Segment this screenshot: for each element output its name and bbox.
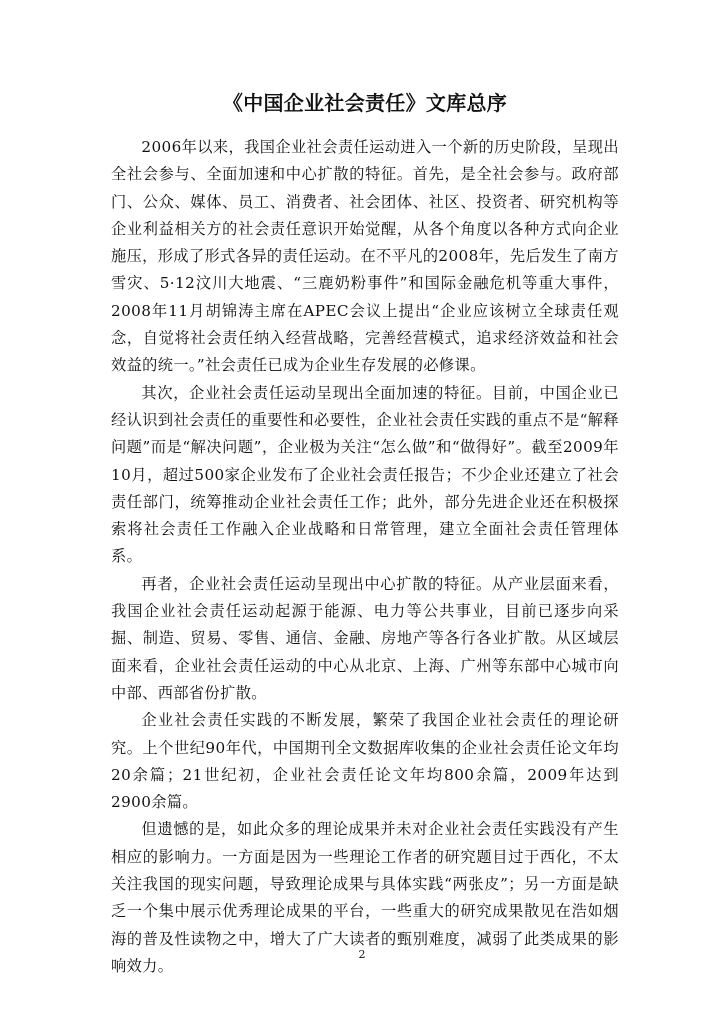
paragraph-4: 企业社会责任实践的不断发展，繁荣了我国企业社会责任的理论研究。上个世纪90年代，中国期刊全文数据库收集的企业社会责任论文年均20余篇；21世纪初，企业社会责任论文年均800余篇，2009年达到2900余篇。 <box>111 711 619 812</box>
paragraph-2: 其次，企业社会责任运动呈现出全面加速的特征。目前，中国企业已经认识到社会责任的重要性和必要性，企业社会责任实践的重点不是“解释问题”而是“解决问题”，企业极为关注“怎么做”和“做得好”。截至2009年10月，超过500家企业发布了企业社会责任报告；不少企业还建立了社会责任部门，统筹推动企业社会责任工作；此外，部分先进企业还在积极探索将社会责任工作融入企业战略和日常管理，建立全面社会责任管理体系。 <box>111 383 619 566</box>
document-title: 《中国企业社会责任》文库总序 <box>222 91 508 115</box>
document-page <box>111 90 619 980</box>
page-number: 2 <box>358 948 366 961</box>
paragraph-3: 再者，企业社会责任运动呈现出中心扩散的特征。从产业层面来看，我国企业社会责任运动起源于能源、电力等公共事业，目前已逐步向采掘、制造、贸易、零售、通信、金融、房地产等各行各业扩散。从区域层面来看，企业社会责任运动的中心从北京、上海、广州等东部中心城市向中部、西部省份扩散。 <box>111 574 619 702</box>
paragraph-1: 2006年以来，我国企业社会责任运动进入一个新的历史阶段，呈现出全社会参与、全面加速和中心扩散的特征。首先，是全社会参与。政府部门、公众、媒体、员工、消费者、社会团体、社区、投资者、研究机构等企业利益相关方的社会责任意识开始觉醒，从各个角度以各种方式向企业施压，形成了形式各异的责任运动。在不平凡的2008年，先后发生了南方雪灾、5·12汶川大地震、“三鹿奶粉事件”和国际金融危机等重大事件，2008年11月胡锦涛主席在APEC会议上提出“企业应该树立全球责任观念，自觉将社会责任纳入经营战略，完善经营模式，追求经济效益和社会效益的统一。”社会责任已成为企业生存发展的必修课。 <box>111 138 619 375</box>
paragraph-5: 但遗憾的是，如此众多的理论成果并未对企业社会责任实践没有产生相应的影响力。一方面是因为一些理论工作者的研究题目过于西化，不太关注我国的现实问题，导致理论成果与具体实践“两张皮”；另一方面是缺乏一个集中展示优秀理论成果的平台，一些重大的研究成果散见在浩如烟海的普及性读物之中，增大了广大读者的甄别难度，减弱了此类成果的影响效力。 <box>111 820 619 975</box>
